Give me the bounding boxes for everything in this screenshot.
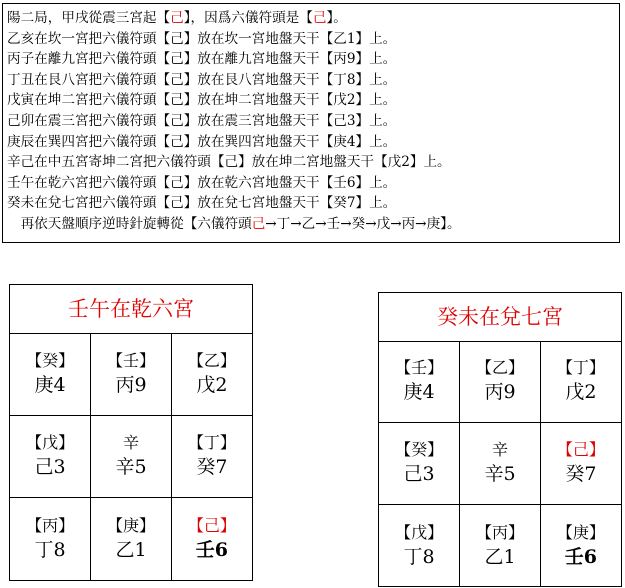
heaven-stem: 【癸】 — [395, 440, 444, 460]
palace-row — [10, 498, 252, 580]
palace-cell — [379, 341, 460, 422]
line-red-text: 己 — [170, 10, 184, 26]
palace-chart-1 — [9, 284, 253, 581]
earth-stem: 乙1 — [484, 545, 516, 568]
line-text: 己卯在震三宮把六儀符頭【己】放在震三宮地盤天干【己3】上。 — [7, 112, 397, 129]
earth-stem: 己3 — [403, 463, 435, 486]
explanation-line-5 — [7, 111, 619, 132]
palace-row — [10, 415, 252, 498]
palace-row — [379, 505, 621, 586]
palace-cell — [379, 422, 460, 504]
line-text: 丙子在離九宮把六儀符頭【己】放在離九宮地盤天干【丙9】上。 — [7, 51, 397, 68]
heaven-stem: 【庚】 — [556, 522, 605, 542]
earth-stem: 戊2 — [565, 381, 597, 404]
palace-cell — [460, 341, 541, 422]
explanation-line-9 — [7, 193, 619, 214]
heaven-stem: 【丙】 — [26, 516, 75, 536]
earth-stem: 乙1 — [115, 539, 147, 562]
heaven-stem: 【丙】 — [475, 522, 524, 542]
earth-stem: 丙9 — [484, 381, 516, 404]
earth-stem: 己3 — [34, 456, 66, 479]
explanation-line-8 — [7, 173, 619, 194]
palace-cell — [171, 333, 252, 415]
line-text: 癸未在兌七宮把六儀符頭【己】放在兌七宮地盤天干【癸7】上。 — [7, 195, 397, 212]
palace-cell — [171, 415, 252, 498]
heaven-stem: 【戊】 — [26, 433, 75, 453]
palace-cell — [540, 341, 621, 422]
line-text: 辛己在中五宮寄坤二宮把六儀符頭【己】放在坤二宮地盤天干【戊2】上。 — [7, 154, 451, 171]
chart-title: 癸未在兌七宮 — [379, 293, 621, 342]
palace-chart-2 — [378, 292, 622, 587]
heaven-stem: 【癸】 — [26, 350, 75, 370]
heaven-stem: 辛 — [491, 440, 508, 460]
explanation-line-4 — [7, 90, 619, 111]
heaven-stem: 【壬】 — [106, 350, 155, 370]
palace-cell — [91, 333, 172, 415]
heaven-stem: 【己】 — [556, 440, 605, 460]
earth-stem: 辛5 — [115, 456, 147, 479]
line-text: 丁丑在艮八宮把六儀符頭【己】放在艮八宮地盤天干【丁8】上。 — [7, 71, 397, 88]
line-text: 】，因爲六儀符頭是【 — [183, 10, 313, 26]
palace-cell — [460, 505, 541, 586]
heaven-stem: 【戊】 — [395, 522, 444, 542]
explanation-line-7 — [7, 152, 619, 173]
palace-row — [379, 422, 621, 504]
heaven-stem: 【乙】 — [475, 358, 524, 378]
line-text: 庚辰在巽四宮把六儀符頭【己】放在巽四宮地盤天干【庚4】上。 — [7, 133, 397, 150]
earth-stem: 丁8 — [34, 539, 66, 562]
heaven-stem: 【丁】 — [556, 358, 605, 378]
palace-row — [10, 333, 252, 415]
heaven-stem: 【乙】 — [187, 350, 236, 370]
line-text: 】。 — [326, 10, 347, 26]
palace-cell — [10, 415, 91, 498]
chart-title: 壬午在乾六宮 — [10, 285, 252, 334]
explanation-line-3 — [7, 70, 619, 91]
palace-cell — [379, 505, 460, 586]
earth-stem: 癸7 — [196, 456, 228, 479]
palace-cell — [460, 422, 541, 504]
palace-cell — [91, 498, 172, 580]
heaven-stem: 【己】 — [187, 516, 236, 536]
explanation-line-10 — [7, 214, 619, 235]
earth-stem: 癸7 — [565, 463, 597, 486]
heaven-stem: 辛 — [122, 433, 139, 453]
line-red-text: 己 — [312, 10, 327, 26]
earth-stem: 壬6 — [195, 539, 229, 562]
explanation-line-6 — [7, 132, 619, 153]
palace-cell — [91, 415, 172, 498]
explanation-box — [2, 3, 620, 243]
palace-cell — [540, 422, 621, 504]
explanation-line-0 — [7, 8, 619, 29]
line-text: 戊寅在坤二宮把六儀符頭【己】放在坤二宮地盤天干【戊2】上。 — [7, 92, 397, 109]
line-text: →丁→乙→壬→癸→戊→丙→庚】。 — [265, 215, 461, 232]
earth-stem: 丙9 — [115, 373, 147, 396]
earth-stem: 辛5 — [484, 463, 516, 486]
explanation-line-2 — [7, 49, 619, 70]
palace-cell — [10, 498, 91, 580]
palace-grid — [10, 333, 252, 580]
earth-stem: 丁8 — [403, 545, 435, 568]
palace-cell — [171, 498, 252, 580]
palace-row — [379, 341, 621, 422]
line-text: 陽二局，甲戌從震三宮起【 — [7, 10, 171, 26]
earth-stem: 壬6 — [564, 545, 598, 568]
palace-cell — [10, 333, 91, 415]
explanation-line-1 — [7, 29, 619, 50]
line-text: 乙亥在坎一宮把六儀符頭【己】放在坎一宮地盤天干【乙1】上。 — [7, 30, 397, 47]
earth-stem: 戊2 — [196, 373, 228, 396]
palace-cell — [540, 505, 621, 586]
line-text: 再依天盤順序逆時針旋轉從【六儀符頭 — [7, 215, 252, 232]
line-red-text: 己 — [251, 215, 266, 232]
palace-grid — [379, 341, 621, 586]
earth-stem: 庚4 — [34, 373, 66, 396]
heaven-stem: 【庚】 — [106, 516, 155, 536]
line-text: 壬午在乾六宮把六儀符頭【己】放在乾六宮地盤天干【壬6】上。 — [7, 174, 397, 191]
heaven-stem: 【壬】 — [395, 358, 444, 378]
heaven-stem: 【丁】 — [187, 433, 236, 453]
earth-stem: 庚4 — [403, 381, 435, 404]
